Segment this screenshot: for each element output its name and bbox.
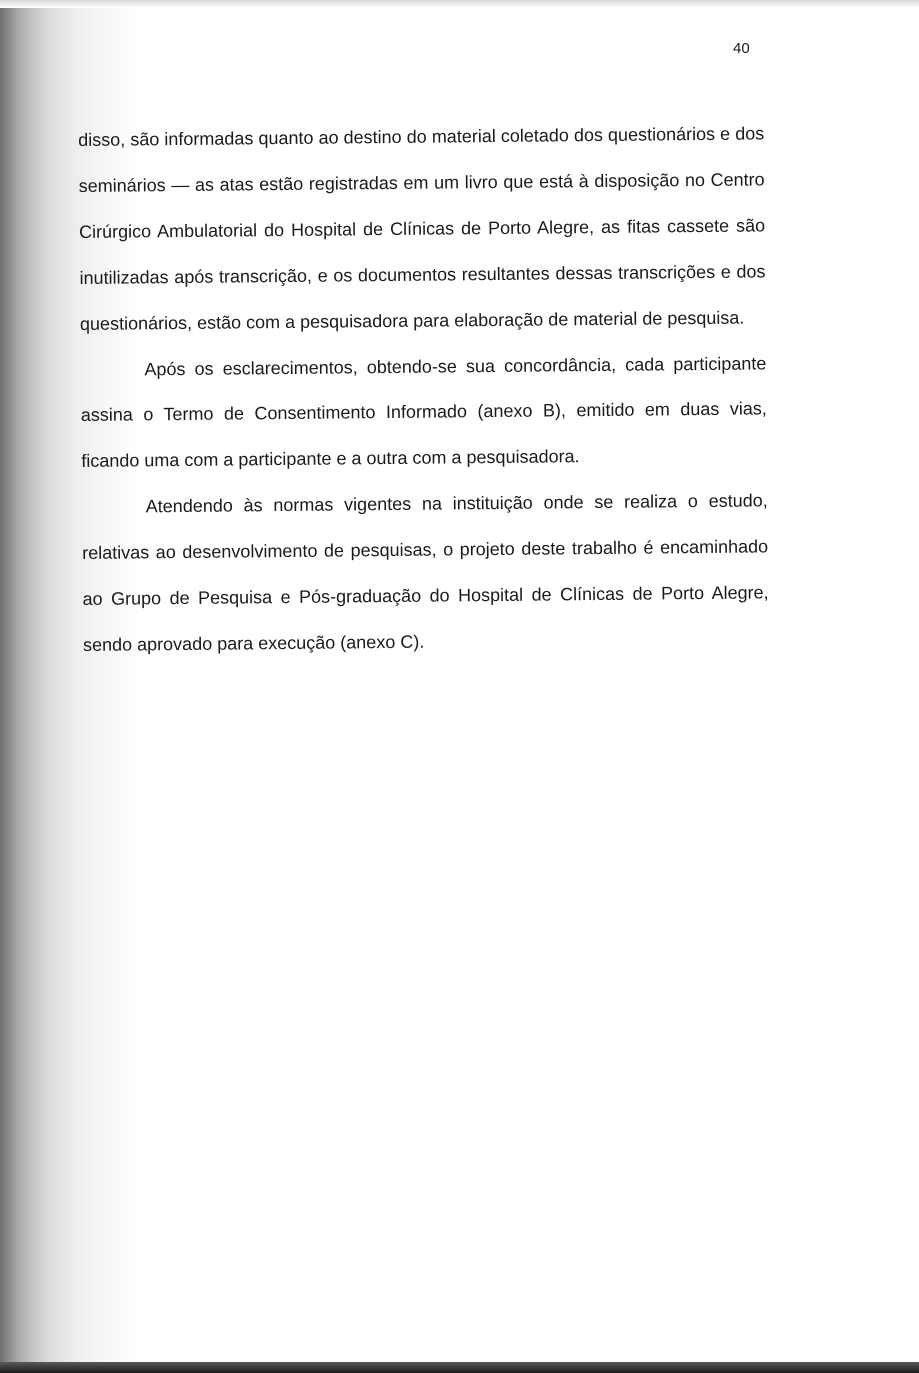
page-bottom-edge [0, 1362, 919, 1373]
page-top-edge [0, 0, 919, 8]
body-text [78, 111, 769, 668]
paragraph-1: disso, são informadas quanto ao destino do material coletado dos questionários e dos seminários — as atas estão registradas em um livro que está à disposição no Centro Cirúrgico Ambulatorial do Hospital de Clínicas de Porto Alegre, as fitas cassete são inutilizadas após transcrição, e os documentos resultantes dessas transcrições e dos questionários, estão com a pesquisadora para elaboração de material de pesquisa. [78, 123, 766, 334]
paragraph-3: Atendendo às normas vigentes na instituição onde se realiza o estudo, relativas ao desenvolvimento de pesquisas, o projeto deste trabalho é encaminhado ao Grupo de Pesquisa e Pós-graduação do Hospital de Clínicas de Porto Alegre, sendo aprovado para execução (anexo C). [82, 490, 769, 655]
page-number: 40 [733, 40, 750, 57]
paragraph-2: Após os esclarecimentos, obtendo-se sua concordância, cada participante assina o Termo de Consentimento Informado (anexo B), emitido em duas vias, ficando uma com a participante e a outra com a pesquisadora. [80, 352, 767, 472]
